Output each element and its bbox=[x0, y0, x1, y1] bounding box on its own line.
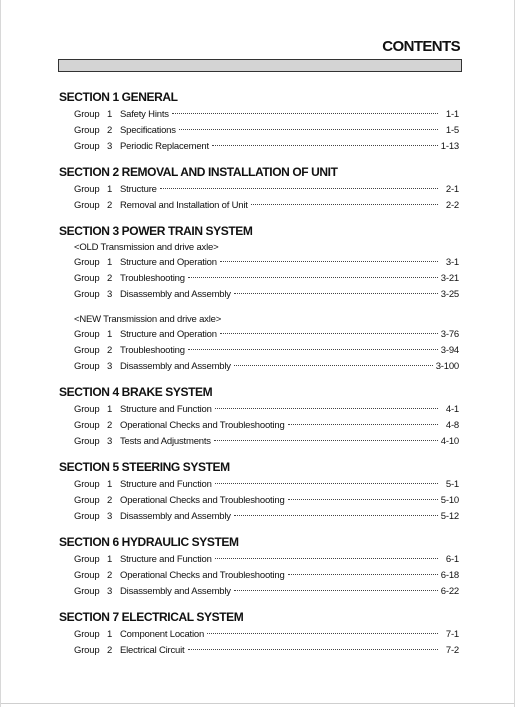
dot-leader bbox=[234, 365, 433, 366]
entry-page-number: 3-1 bbox=[445, 257, 459, 268]
section-heading[interactable]: SECTION 6 HYDRAULIC SYSTEM bbox=[59, 535, 239, 549]
dot-leader bbox=[188, 277, 438, 278]
entry-title: Structure and Operation bbox=[120, 329, 217, 340]
dot-leader bbox=[220, 333, 438, 334]
entry-group-label: Group bbox=[74, 570, 100, 581]
entry-page-number: 4-8 bbox=[445, 420, 459, 431]
entry-group-number: 1 bbox=[107, 257, 113, 268]
toc-entry[interactable] bbox=[59, 627, 459, 643]
entry-group-number: 2 bbox=[107, 200, 113, 211]
entry-page-number: 1-5 bbox=[445, 125, 459, 136]
entry-group-label: Group bbox=[74, 629, 100, 640]
toc-entry[interactable] bbox=[59, 493, 459, 509]
entry-title: Periodic Replacement bbox=[120, 141, 209, 152]
entry-group-number: 1 bbox=[107, 184, 113, 195]
entry-title: Removal and Installation of Unit bbox=[120, 200, 248, 211]
dot-leader bbox=[234, 590, 438, 591]
toc-entry[interactable] bbox=[59, 327, 459, 343]
entry-group-label: Group bbox=[74, 586, 100, 597]
toc-entry[interactable] bbox=[59, 552, 459, 568]
dot-leader bbox=[234, 515, 438, 516]
entry-page-number: 3-21 bbox=[440, 273, 459, 284]
section-heading[interactable]: SECTION 1 GENERAL bbox=[59, 90, 178, 104]
toc-section bbox=[59, 534, 459, 600]
entry-page-number: 4-1 bbox=[445, 404, 459, 415]
entry-title: Operational Checks and Troubleshooting bbox=[120, 495, 285, 506]
entry-group-number: 1 bbox=[107, 629, 113, 640]
entry-group-label: Group bbox=[74, 141, 100, 152]
entry-page-number: 6-22 bbox=[440, 586, 459, 597]
dot-leader bbox=[212, 145, 438, 146]
entry-group-number: 3 bbox=[107, 586, 113, 597]
entry-group-label: Group bbox=[74, 200, 100, 211]
toc-entry[interactable] bbox=[59, 343, 459, 359]
toc-section bbox=[59, 164, 459, 214]
toc-entry[interactable] bbox=[59, 123, 459, 139]
entry-group-label: Group bbox=[74, 345, 100, 356]
toc-entry[interactable] bbox=[59, 139, 459, 155]
entry-page-number: 3-25 bbox=[440, 289, 459, 300]
dot-leader bbox=[188, 649, 439, 650]
entry-group-label: Group bbox=[74, 404, 100, 415]
dot-leader bbox=[179, 129, 438, 130]
entry-group-label: Group bbox=[74, 361, 100, 372]
entry-group-number: 3 bbox=[107, 511, 113, 522]
toc-entry[interactable] bbox=[59, 434, 459, 450]
entry-page-number: 1-13 bbox=[440, 141, 459, 152]
entry-title: Troubleshooting bbox=[120, 273, 185, 284]
section-heading[interactable]: SECTION 2 REMOVAL AND INSTALLATION OF UNIT bbox=[59, 165, 338, 179]
entry-page-number: 7-2 bbox=[445, 645, 459, 656]
entry-group-label: Group bbox=[74, 109, 100, 120]
entry-group-number: 2 bbox=[107, 345, 113, 356]
dot-leader bbox=[251, 204, 438, 205]
entry-group-label: Group bbox=[74, 257, 100, 268]
dot-leader bbox=[188, 349, 438, 350]
toc-entry[interactable] bbox=[59, 568, 459, 584]
entry-group-number: 2 bbox=[107, 125, 113, 136]
entry-page-number: 3-94 bbox=[440, 345, 459, 356]
entry-group-label: Group bbox=[74, 645, 100, 656]
dot-leader bbox=[288, 574, 438, 575]
entry-group-number: 2 bbox=[107, 420, 113, 431]
dot-leader bbox=[220, 261, 438, 262]
entry-group-number: 2 bbox=[107, 495, 113, 506]
toc-entry[interactable] bbox=[59, 287, 459, 303]
entry-group-number: 2 bbox=[107, 570, 113, 581]
dot-leader bbox=[215, 408, 438, 409]
subsection-heading: <NEW Transmission and drive axle> bbox=[74, 314, 222, 325]
entry-group-label: Group bbox=[74, 495, 100, 506]
entry-page-number: 6-1 bbox=[445, 554, 459, 565]
entry-group-label: Group bbox=[74, 554, 100, 565]
entry-group-number: 3 bbox=[107, 361, 113, 372]
entry-group-number: 1 bbox=[107, 329, 113, 340]
entry-title: Specifications bbox=[120, 125, 176, 136]
entry-title: Structure and Function bbox=[120, 479, 212, 490]
entry-group-number: 2 bbox=[107, 273, 113, 284]
entry-page-number: 2-2 bbox=[445, 200, 459, 211]
entry-title: Disassembly and Assembly bbox=[120, 361, 231, 372]
section-heading[interactable]: SECTION 4 BRAKE SYSTEM bbox=[59, 385, 213, 399]
toc-section bbox=[59, 459, 459, 525]
section-heading[interactable]: SECTION 7 ELECTRICAL SYSTEM bbox=[59, 610, 244, 624]
entry-group-label: Group bbox=[74, 329, 100, 340]
entry-group-number: 3 bbox=[107, 141, 113, 152]
entry-title: Disassembly and Assembly bbox=[120, 586, 231, 597]
toc-entry[interactable] bbox=[59, 584, 459, 600]
entry-group-number: 3 bbox=[107, 289, 113, 300]
entry-title: Component Location bbox=[120, 629, 205, 640]
dot-leader bbox=[160, 188, 438, 189]
entry-group-label: Group bbox=[74, 511, 100, 522]
entry-page-number: 1-1 bbox=[445, 109, 459, 120]
toc-entry[interactable] bbox=[59, 509, 459, 525]
toc-section bbox=[59, 89, 459, 155]
toc-entry[interactable] bbox=[59, 402, 459, 418]
page-title: CONTENTS bbox=[382, 38, 460, 55]
entry-title: Structure and Operation bbox=[120, 257, 217, 268]
entry-title: Structure and Function bbox=[120, 404, 212, 415]
toc-entry[interactable] bbox=[59, 182, 459, 198]
entry-title: Disassembly and Assembly bbox=[120, 511, 231, 522]
dot-leader bbox=[234, 293, 438, 294]
entry-group-label: Group bbox=[74, 420, 100, 431]
entry-title: Disassembly and Assembly bbox=[120, 289, 231, 300]
toc-entry[interactable] bbox=[59, 255, 459, 271]
entry-page-number: 7-1 bbox=[445, 629, 459, 640]
toc-entry[interactable] bbox=[59, 359, 459, 375]
entry-title: Structure bbox=[120, 184, 157, 195]
entry-group-label: Group bbox=[74, 184, 100, 195]
toc-entry[interactable] bbox=[59, 643, 459, 659]
entry-group-label: Group bbox=[74, 125, 100, 136]
toc-entry[interactable] bbox=[59, 477, 459, 493]
dot-leader bbox=[288, 499, 438, 500]
section-heading[interactable]: SECTION 5 STEERING SYSTEM bbox=[59, 460, 230, 474]
toc-section bbox=[59, 384, 459, 450]
dot-leader bbox=[214, 440, 438, 441]
entry-title: Operational Checks and Troubleshooting bbox=[120, 420, 285, 431]
entry-page-number: 4-10 bbox=[440, 436, 459, 447]
toc-entry[interactable] bbox=[59, 107, 459, 123]
section-heading[interactable]: SECTION 3 POWER TRAIN SYSTEM bbox=[59, 224, 253, 238]
entry-page-number: 6-18 bbox=[440, 570, 459, 581]
entry-group-label: Group bbox=[74, 289, 100, 300]
toc-entry[interactable] bbox=[59, 271, 459, 287]
entry-group-number: 1 bbox=[107, 109, 113, 120]
toc-section bbox=[59, 609, 459, 659]
toc-entry[interactable] bbox=[59, 418, 459, 434]
entry-group-number: 1 bbox=[107, 404, 113, 415]
entry-page-number: 5-12 bbox=[440, 511, 459, 522]
subsection-heading: <OLD Transmission and drive axle> bbox=[74, 242, 219, 253]
entry-page-number: 2-1 bbox=[445, 184, 459, 195]
entry-group-label: Group bbox=[74, 273, 100, 284]
title-bar bbox=[58, 59, 462, 72]
entry-group-number: 1 bbox=[107, 554, 113, 565]
entry-page-number: 5-10 bbox=[440, 495, 459, 506]
toc-entry[interactable] bbox=[59, 198, 459, 214]
entry-title: Structure and Function bbox=[120, 554, 212, 565]
entry-title: Troubleshooting bbox=[120, 345, 185, 356]
entry-title: Operational Checks and Troubleshooting bbox=[120, 570, 285, 581]
entry-title: Electrical Circuit bbox=[120, 645, 185, 656]
page-bottom-divider bbox=[1, 703, 514, 704]
entry-group-number: 2 bbox=[107, 645, 113, 656]
dot-leader bbox=[288, 424, 438, 425]
dot-leader bbox=[207, 633, 438, 634]
entry-group-number: 1 bbox=[107, 479, 113, 490]
entry-group-label: Group bbox=[74, 436, 100, 447]
entry-group-number: 3 bbox=[107, 436, 113, 447]
entry-group-label: Group bbox=[74, 479, 100, 490]
dot-leader bbox=[215, 483, 438, 484]
entry-page-number: 3-100 bbox=[435, 361, 459, 372]
entry-page-number: 3-76 bbox=[440, 329, 459, 340]
table-of-contents bbox=[59, 89, 459, 668]
dot-leader bbox=[215, 558, 438, 559]
entry-title: Safety Hints bbox=[120, 109, 169, 120]
entry-title: Tests and Adjustments bbox=[120, 436, 211, 447]
dot-leader bbox=[172, 113, 438, 114]
toc-section bbox=[59, 223, 459, 375]
entry-page-number: 5-1 bbox=[445, 479, 459, 490]
